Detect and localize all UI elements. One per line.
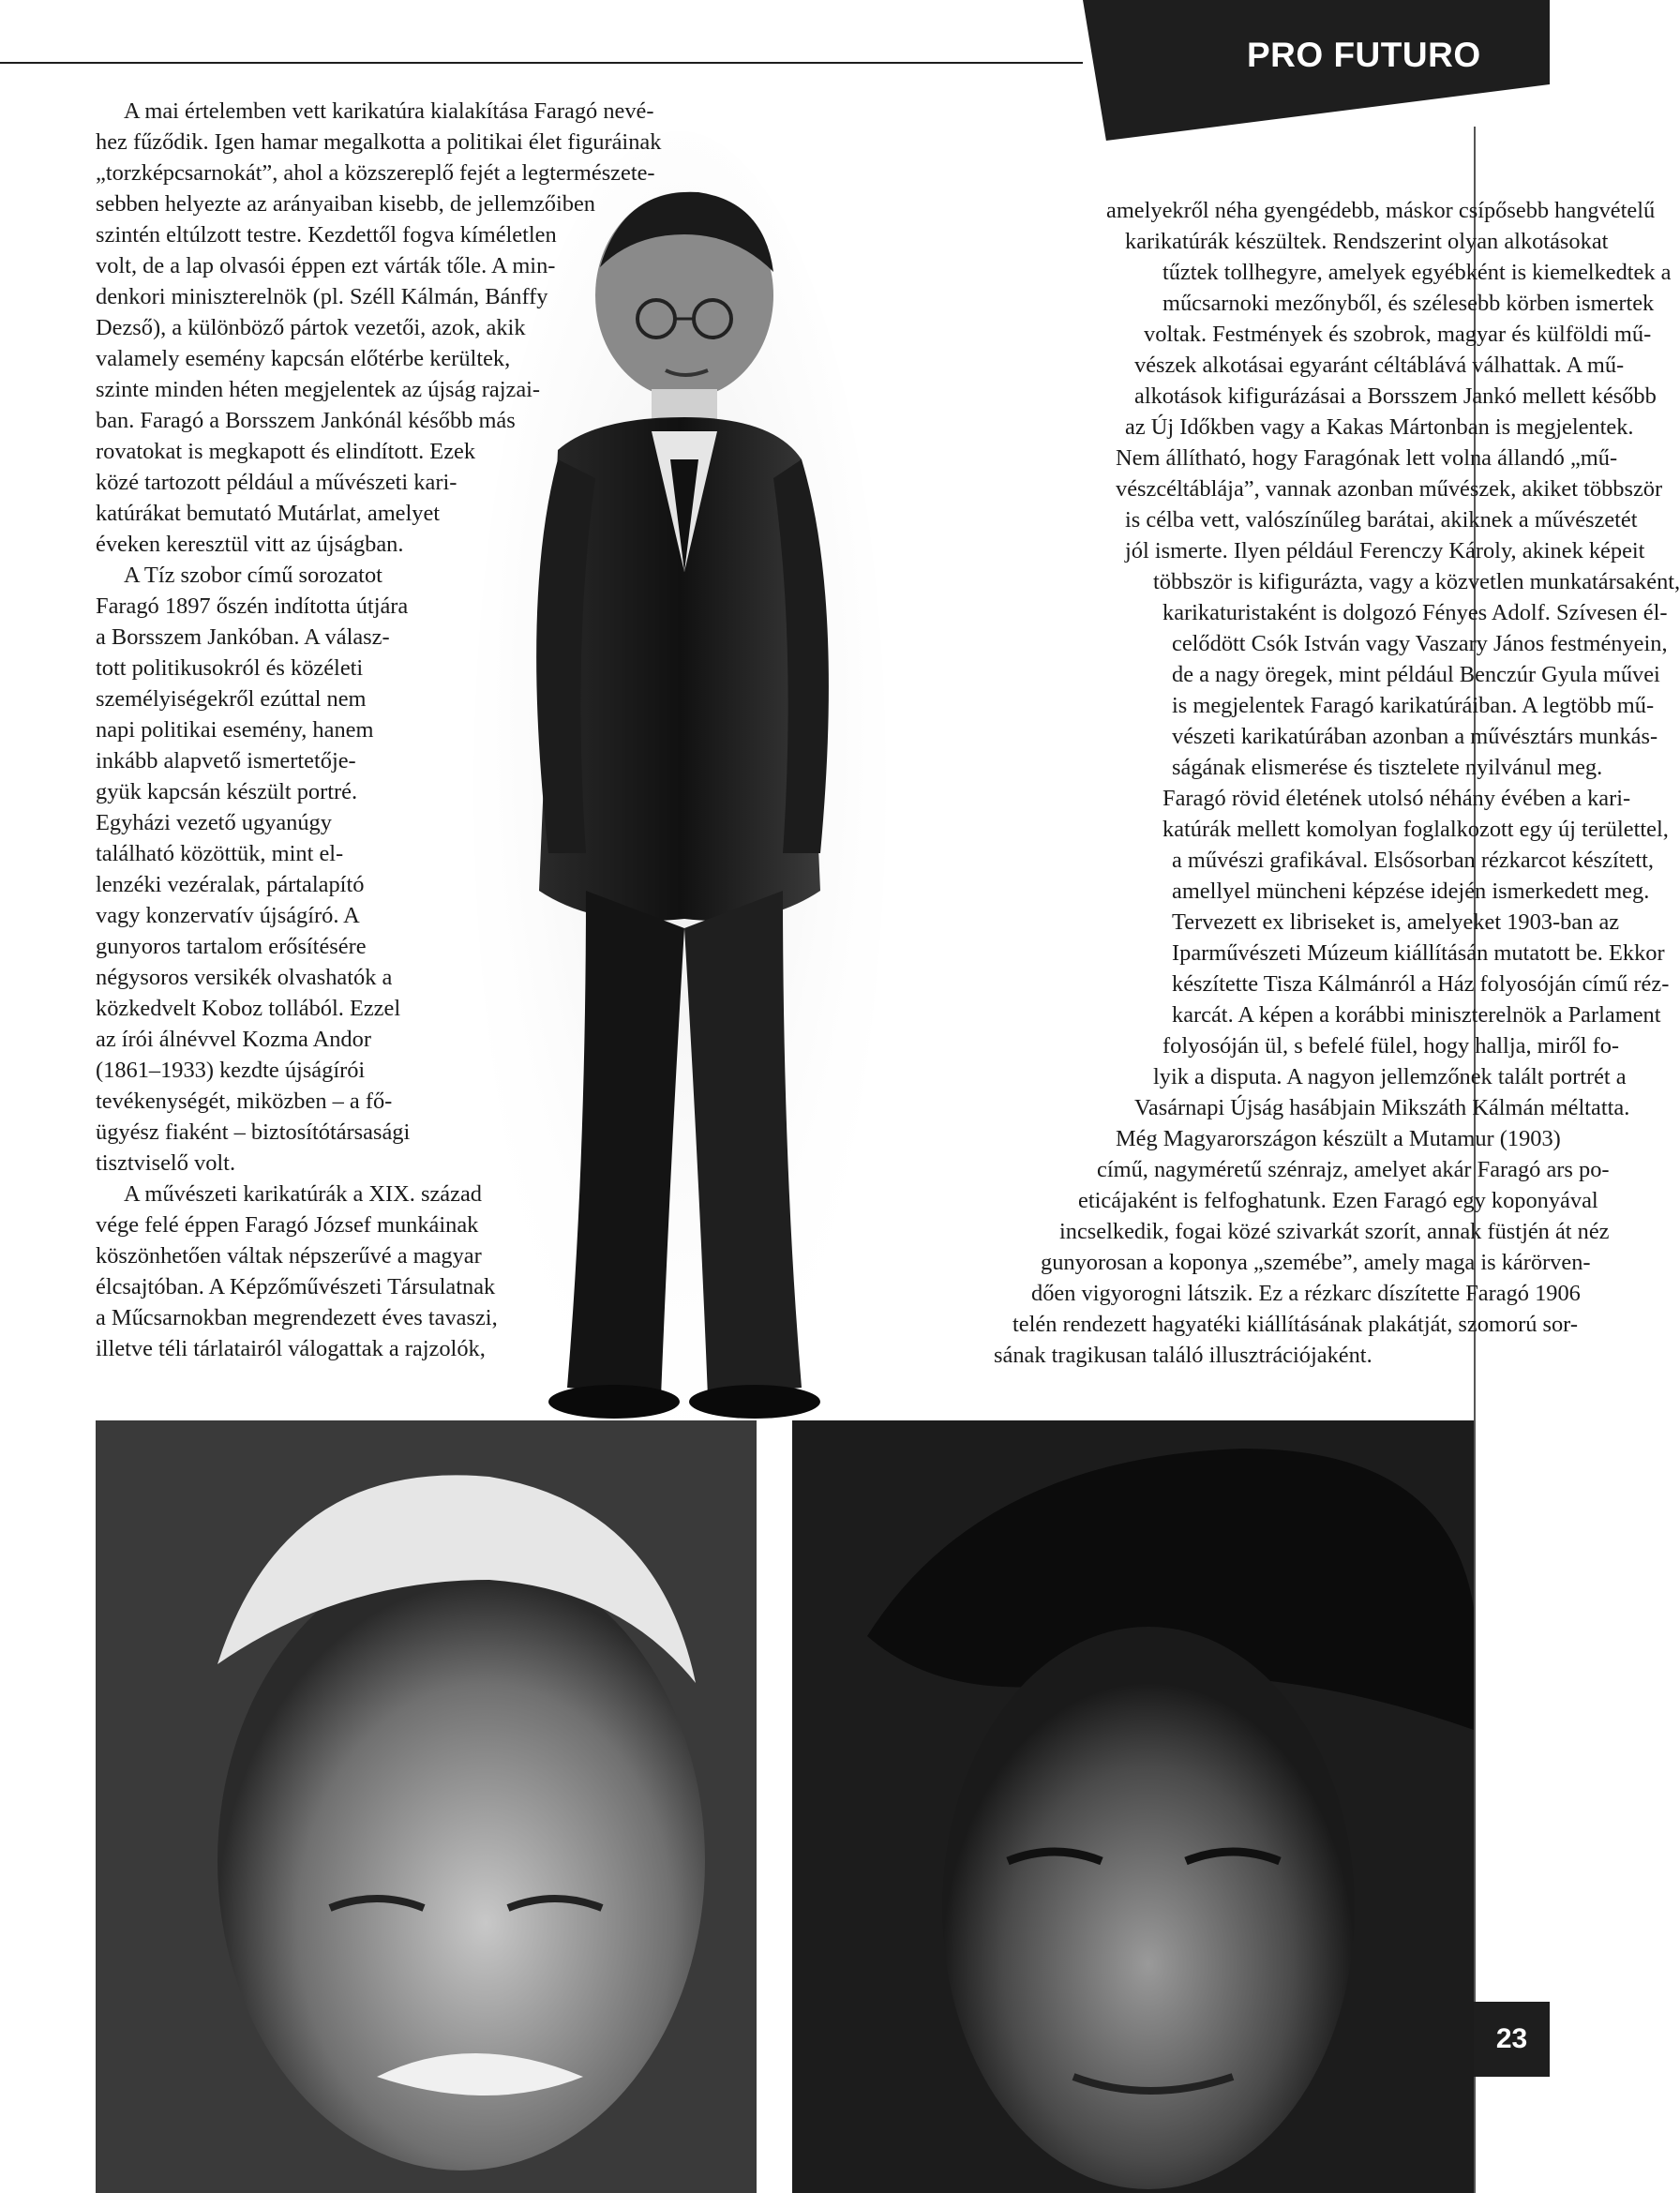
text-line: ügyész fiaként – biztosítótársasági xyxy=(96,1119,411,1145)
text-line: Faragó rövid életének utolsó néhány évében a kari- xyxy=(1162,786,1631,811)
text-line: a Borsszem Jankóban. A válasz- xyxy=(96,624,390,650)
page-number: 23 xyxy=(1474,2002,1550,2077)
text-line: tevékenységét, miközben – a fő- xyxy=(96,1089,393,1114)
text-line: Vasárnapi Újság hasábjain Mikszáth Kálmán méltatta. xyxy=(1134,1095,1630,1120)
text-line: vagy konzervatív újságíró. A xyxy=(96,903,360,928)
text-line: Egyházi vezető ugyanúgy xyxy=(96,810,332,835)
text-line: vége felé éppen Faragó József munkáinak xyxy=(96,1212,479,1238)
text-line: az Új Időkben vagy a Kakas Mártonban is megjelentek. xyxy=(1125,414,1634,440)
text-line: sának tragikusan találó illusztrációjaként. xyxy=(994,1343,1372,1368)
text-line: amelyekről néha gyengédebb, máskor csípősebb hangvételű xyxy=(1106,198,1656,223)
text-line: élcsajtóban. A Képzőművészeti Társulatnak xyxy=(96,1274,496,1299)
text-line: Iparművészeti Múzeum kiállításán mutatott be. Ekkor xyxy=(1172,940,1665,966)
text-line: vészeti karikatúrában azonban a művésztárs munkás- xyxy=(1172,724,1658,749)
section-title: PRO FUTURO xyxy=(1247,36,1481,74)
text-line: „torzképcsarnokát”, ahol a közszereplő fejét a legtermészete- xyxy=(96,160,655,186)
text-line: hez fűződik. Igen hamar megalkotta a politikai élet figuráinak xyxy=(96,129,662,155)
text-line: volt, de a lap olvasói éppen ezt várták tőle. A min- xyxy=(96,253,556,278)
text-line: ságának elismerése és tisztelete nyilvánul meg. xyxy=(1172,755,1603,780)
text-line: eticájaként is felfoghatunk. Ezen Faragó egy koponyával xyxy=(1078,1188,1598,1213)
text-line: Tervezett ex libriseket is, amelyeket 1903-ban az xyxy=(1172,909,1620,935)
text-line: vészek alkotásai egyaránt céltáblává válhattak. A mű- xyxy=(1134,353,1625,378)
text-line: ban. Faragó a Borsszem Jankónál később más xyxy=(96,408,516,433)
text-line: az írói álnévvel Kozma Andor xyxy=(96,1027,371,1052)
text-line: karcát. A képen a korábbi miniszterelnök a Parlament xyxy=(1172,1002,1661,1028)
text-line: Még Magyarországon készült a Mutamur (1903) xyxy=(1116,1126,1561,1151)
text-line: Faragó 1897 őszén indította útjára xyxy=(96,593,409,619)
text-line: szintén eltúlzott testre. Kezdettől fogva kíméletlen xyxy=(96,222,557,248)
text-line: tott politikusokról és közéleti xyxy=(96,655,364,681)
header-rule xyxy=(0,62,1083,64)
text-line: valamely esemény kapcsán előtérbe kerültek, xyxy=(96,346,511,371)
etched-portrait-image xyxy=(96,1420,757,2193)
text-line: katúrák mellett komolyan foglalkozott egy új területtel, xyxy=(1162,817,1669,842)
text-line: (1861–1933) kezdte újságírói xyxy=(96,1058,366,1083)
text-line: szinte minden héten megjelentek az újság rajzai- xyxy=(96,377,541,402)
text-line: tisztviselő volt. xyxy=(96,1150,236,1176)
text-line: A Tíz szobor című sorozatot xyxy=(124,563,382,588)
text-line: karikatúrák készültek. Rendszerint olyan alkotásokat xyxy=(1125,229,1609,254)
text-line: inkább alapvető ismertetője- xyxy=(96,748,356,774)
text-line: sebben helyezte az arányaiban kisebb, de jellemzőiben xyxy=(96,191,595,217)
text-line: amellyel müncheni képzése idején ismerkedett meg. xyxy=(1172,879,1650,904)
text-line: A mai értelemben vett karikatúra kialakítása Faragó nevé- xyxy=(124,98,654,124)
text-line: Nem állítható, hogy Faragónak lett volna állandó „mű- xyxy=(1116,445,1618,471)
text-line: telén rendezett hagyatéki kiállításának plakátját, szomorú sor- xyxy=(1012,1312,1578,1337)
text-line: lenzéki vezéralak, pártalapító xyxy=(96,872,365,897)
right-text-column xyxy=(0,195,1680,1371)
text-line: celődött Csók István vagy Vaszary János festményein, xyxy=(1172,631,1668,656)
text-line: de a nagy öregek, mint például Benczúr Gyula művei xyxy=(1172,662,1660,687)
text-line: négysoros versikék olvashatók a xyxy=(96,965,393,990)
text-line: többször is kifigurázta, vagy a közvetlen munkatársaként, xyxy=(1153,569,1680,594)
text-line: tűztek tollhegyre, amelyek egyébként is kiemelkedtek a xyxy=(1162,260,1672,285)
text-line: napi politikai esemény, hanem xyxy=(96,717,374,743)
text-line: a Műcsarnokban megrendezett éves tavaszi, xyxy=(96,1305,498,1330)
text-line: illetve téli tárlatairól válogattak a rajzolók, xyxy=(96,1336,486,1361)
text-line: vészcéltáblája”, vannak azonban művészek, akiket többször xyxy=(1116,476,1663,502)
text-line: is célba vett, valószínűleg barátai, akiknek a művészetét xyxy=(1125,507,1638,533)
text-line: éveken keresztül vitt az újságban. xyxy=(96,532,404,557)
text-line: közkedvelt Koboz tollából. Ezzel xyxy=(96,996,401,1021)
text-line: című, nagyméretű szénrajz, amelyet akár Faragó ars po- xyxy=(1097,1157,1610,1182)
text-line: alkotások kifigurázásai a Borsszem Jankó mellett később xyxy=(1134,383,1657,409)
text-line: a művészi grafikával. Elsősorban rézkarcot készített, xyxy=(1172,848,1655,873)
text-line: karikaturistaként is dolgozó Fényes Adolf. Szívesen él- xyxy=(1162,600,1668,625)
text-line: is megjelentek Faragó karikatúráiban. A legtöbb mű- xyxy=(1172,693,1655,718)
text-line: voltak. Festmények és szobrok, magyar és külföldi mű- xyxy=(1144,322,1652,347)
text-line: denkori miniszterelnök (pl. Széll Kálmán, Bánffy xyxy=(96,284,548,309)
text-line: incselkedik, fogai közé szivarkát szorít, annak füstjén át néz xyxy=(1059,1219,1610,1244)
text-line: gyük kapcsán készült portré. xyxy=(96,779,358,804)
text-line: folyosóján ül, s befelé fülel, hogy hallja, miről fo- xyxy=(1162,1033,1620,1059)
text-line: közé tartozott például a művészeti kari- xyxy=(96,470,458,495)
text-line: készítette Tisza Kálmánról a Ház folyosóján című réz- xyxy=(1172,971,1670,997)
text-line: dően vigyorogni látszik. Ez a rézkarc díszítette Faragó 1906 xyxy=(1031,1281,1581,1306)
text-line: gunyoros tartalom erősítésére xyxy=(96,934,367,959)
text-line: A művészeti karikatúrák a XIX. század xyxy=(124,1181,482,1207)
text-line: köszönhetően váltak népszerűvé a magyar xyxy=(96,1243,482,1269)
text-line: gunyorosan a koponya „szemébe”, amely maga is kárörven- xyxy=(1041,1250,1591,1275)
text-line: személyiségekről ezúttal nem xyxy=(96,686,367,712)
text-line: lyik a disputa. A nagyon jellemzőnek talált portrét a xyxy=(1153,1064,1627,1089)
text-line: rovatokat is megkapott és elindított. Ezek xyxy=(96,439,476,464)
text-line: található közöttük, mint el- xyxy=(96,841,344,866)
text-line: katúrákat bemutató Mutárlat, amelyet xyxy=(96,501,441,526)
text-line: jól ismerte. Ilyen például Ferenczy Károly, akinek képeit xyxy=(1125,538,1645,563)
text-line: Dezső), a különböző pártok vezetői, azok, akik xyxy=(96,315,526,340)
text-line: műcsarnoki mezőnyből, és szélesebb körben ismertek xyxy=(1162,291,1655,316)
charcoal-portrait-image xyxy=(792,1420,1474,2193)
